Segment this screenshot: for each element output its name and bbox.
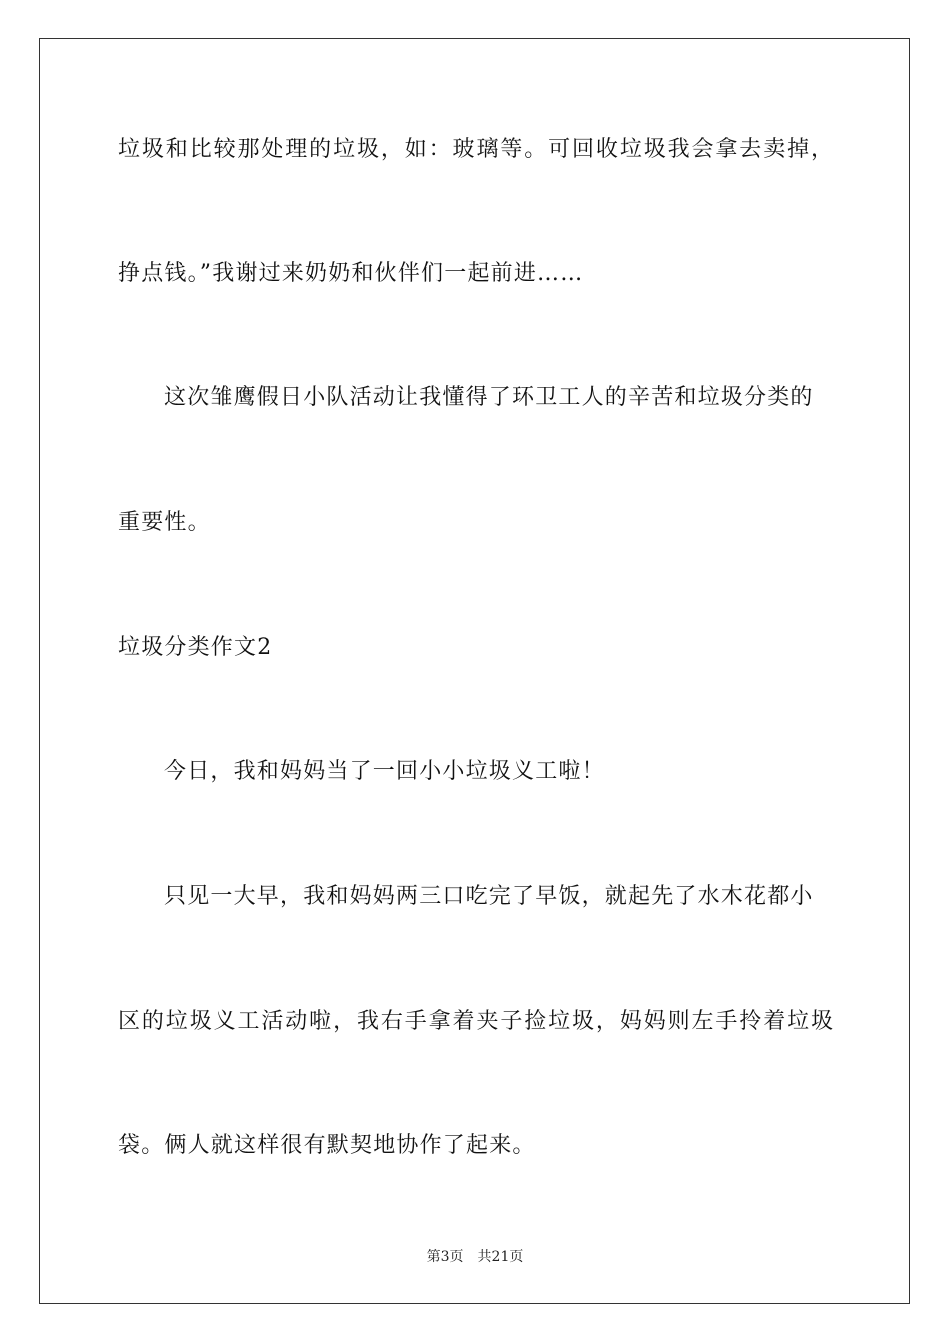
paragraph-line: 重要性。 [118, 510, 211, 535]
paragraph-line: 区的垃圾义工活动啦，我右手拿着夹子捡垃圾，妈妈则左手拎着垃圾 [118, 1009, 833, 1034]
paragraph-line: 只见一大早，我和妈妈两三口吃完了早饭，就起先了水木花都小 [164, 884, 814, 909]
section-heading: 垃圾分类作文2 [118, 635, 273, 660]
page-number: 第3页 [426, 1249, 464, 1265]
paragraph-line: 挣点钱。”我谢过来奶奶和伙伴们一起前进…… [118, 261, 584, 286]
paragraph-line: 袋。俩人就这样很有默契地协作了起来。 [118, 1133, 536, 1158]
page-footer [0, 1248, 950, 1266]
total-pages: 共21页 [477, 1249, 524, 1265]
paragraph-line: 这次雏鹰假日小队活动让我懂得了环卫工人的辛苦和垃圾分类的 [164, 385, 814, 410]
paragraph-line: 今日，我和妈妈当了一回小小垃圾义工啦！ [164, 759, 605, 784]
paragraph-line: 垃圾和比较那处理的垃圾，如：玻璃等。可回收垃圾我会拿去卖掉， [118, 137, 833, 162]
page-border [39, 38, 910, 1304]
